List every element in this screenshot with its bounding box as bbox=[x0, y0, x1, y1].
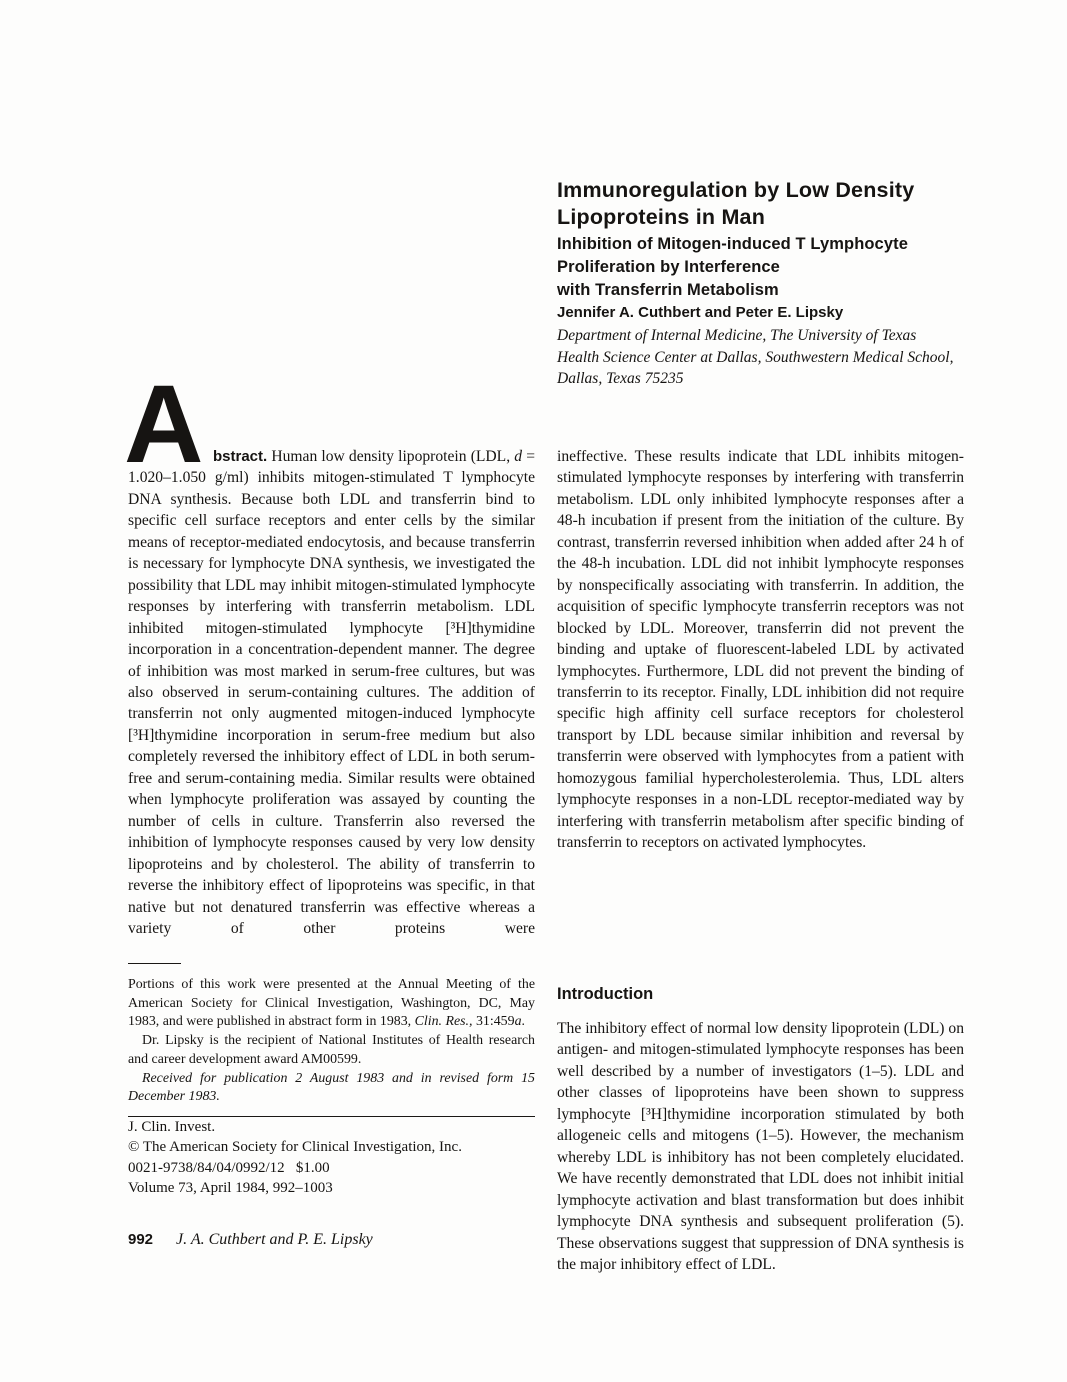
article-subtitle-line-2: Proliferation by Interference bbox=[557, 258, 780, 276]
article-subtitle-line-1: Inhibition of Mitogen-induced T Lymphocyte bbox=[557, 235, 908, 253]
abstract-left-column bbox=[124, 363, 535, 939]
footnote-credit-block bbox=[128, 963, 535, 1199]
footnote-presented: Portions of this work were presented at the Annual Meeting of the American Society for Clinical Investigation, Washington, DC, May 1983, and were published in abstract form in 1983, Clin. Res., 31:459a. bbox=[128, 977, 535, 1030]
introduction-paragraph: The inhibitory effect of normal low density lipoprotein (LDL) on antigen- and mitogen-stimulated lymphocyte responses has been well described by a number of investigators (1–5). LDL and other classes of lipoproteins have been shown to suppress lymphocyte [³H]thymidine incorporation stimulated by both allogeneic cells and mitogens (1–5). However, the mechanism whereby LDL is inhibitory has not been completely elucidated. We have recently demonstrated that LDL does not inhibit initial lymphocyte activation and blast transformation but does inhibit lymphocyte DNA synthesis and subsequent proliferation (5). These observations suggest that suppression of DNA synthesis is the major inhibitory effect of LDL. bbox=[557, 1020, 964, 1273]
footnote-received: Received for publication 2 August 1983 and in revised form 15 December 1983. bbox=[128, 1070, 535, 1105]
footnote-award: Dr. Lipsky is the recipient of National Institutes of Health research and career development award AM00599. bbox=[128, 1033, 535, 1067]
abstract-right-column bbox=[557, 446, 964, 854]
article-title bbox=[557, 177, 971, 231]
footnote-divider bbox=[128, 963, 181, 964]
article-subtitle-line-3: with Transferrin Metabolism bbox=[557, 281, 779, 299]
affiliation-line-2: Health Science Center at Dallas, Southwestern Medical School, bbox=[557, 348, 954, 366]
affiliation-line-1: Department of Internal Medicine, The University of Texas bbox=[557, 327, 917, 344]
page-footer bbox=[128, 1231, 373, 1249]
introduction-section bbox=[557, 984, 964, 1275]
abstract-left-paragraph: bstract. Human low density lipoprotein (LDL, d = 1.020–1.050 g/ml) inhibits mitogen-stimulated T lymphocyte DNA synthesis. Because both LDL and transferrin bind to specific cell surface receptors and enter cells by the similar means of receptor-mediated endocytosis, and because transferrin is necessary for lymphocyte DNA synthesis, we investigated the possibility that LDL may inhibit mitogen-stimulated lymphocyte responses by interfering with transferrin metabolism. LDL inhibited mitogen-stimulated lymphocyte [³H]thymidine incorporation in a concentration-dependent manner. The degree of inhibition was most marked in serum-free cultures, but was also observed in serum-containing cultures. The addition of transferrin not only augmented mitogen-induced lymphocyte [³H]thymidine incorporation in serum-free medium but also completely reversed the inhibitory effect of LDL in both serum-free and serum-containing media. Similar results were obtained when lymphocyte proliferation was assayed by counting the number of cells in culture. Transferrin also reversed the inhibition of lymphocyte responses caused by very low density lipoproteins and by cholesterol. The ability of transferrin to reverse the inhibitory effect of lipoproteins was specific, in that native but not denatured transferrin was effective whereas a variety of other proteins were bbox=[128, 448, 535, 937]
credit-issn-price: 0021-9738/84/04/0992/12 $1.00 bbox=[128, 1159, 330, 1176]
affiliation-line-3: Dallas, Texas 75235 bbox=[557, 370, 684, 387]
credit-volume: Volume 73, April 1984, 992–1003 bbox=[128, 1180, 333, 1197]
page-number: 992 bbox=[128, 1231, 154, 1248]
abstract-right-paragraph: ineffective. These results indicate that LDL inhibits mitogen-stimulated lymphocyte responses by interfering with transferrin metabolism. LDL only inhibited lymphocyte responses after a 48-h incubation if present from the initiation of the culture. By contrast, transferrin reversed inhibition when added after 24 h of the 48-h incubation. LDL did not inhibit lymphocyte responses by nonspecifically associating with transferrin. In addition, the acquisition of specific lymphocyte transferrin receptors was not blocked by LDL. Moreover, transferrin did not prevent the binding and uptake of fluorescent-labeled LDL by activated lymphocytes. Furthermore, LDL did not prevent the binding of transferrin to its receptor. Finally, LDL inhibition did not require specific high affinity cell surface receptors for cholesterol transport by LDL because similar inhibition and reversal by transferrin were observed with lymphocytes from a patient with homozygous familial hypercholesterolemia. Thus, LDL alters lymphocyte responses in a non-LDL receptor-mediated way by interfering with transferrin metabolism after specific binding of transferrin to receptors on activated lymphocytes. bbox=[557, 448, 964, 852]
article-header bbox=[557, 177, 971, 390]
article-title-line-2: Lipoproteins in Man bbox=[557, 205, 766, 229]
author-affiliation bbox=[557, 325, 971, 390]
introduction-heading: Introduction bbox=[557, 985, 654, 1003]
article-title-line-1: Immunoregulation by Low Density bbox=[557, 178, 915, 202]
article-subtitle bbox=[557, 233, 971, 302]
credit-journal-name: J. Clin. Invest. bbox=[128, 1118, 216, 1135]
running-authors: J. A. Cuthbert and P. E. Lipsky bbox=[176, 1231, 373, 1248]
author-names: Jennifer A. Cuthbert and Peter E. Lipsky bbox=[557, 304, 844, 321]
credit-copyright: © The American Society for Clinical Investigation, Inc. bbox=[128, 1139, 462, 1156]
abstract-dropcap: A bbox=[124, 363, 204, 486]
